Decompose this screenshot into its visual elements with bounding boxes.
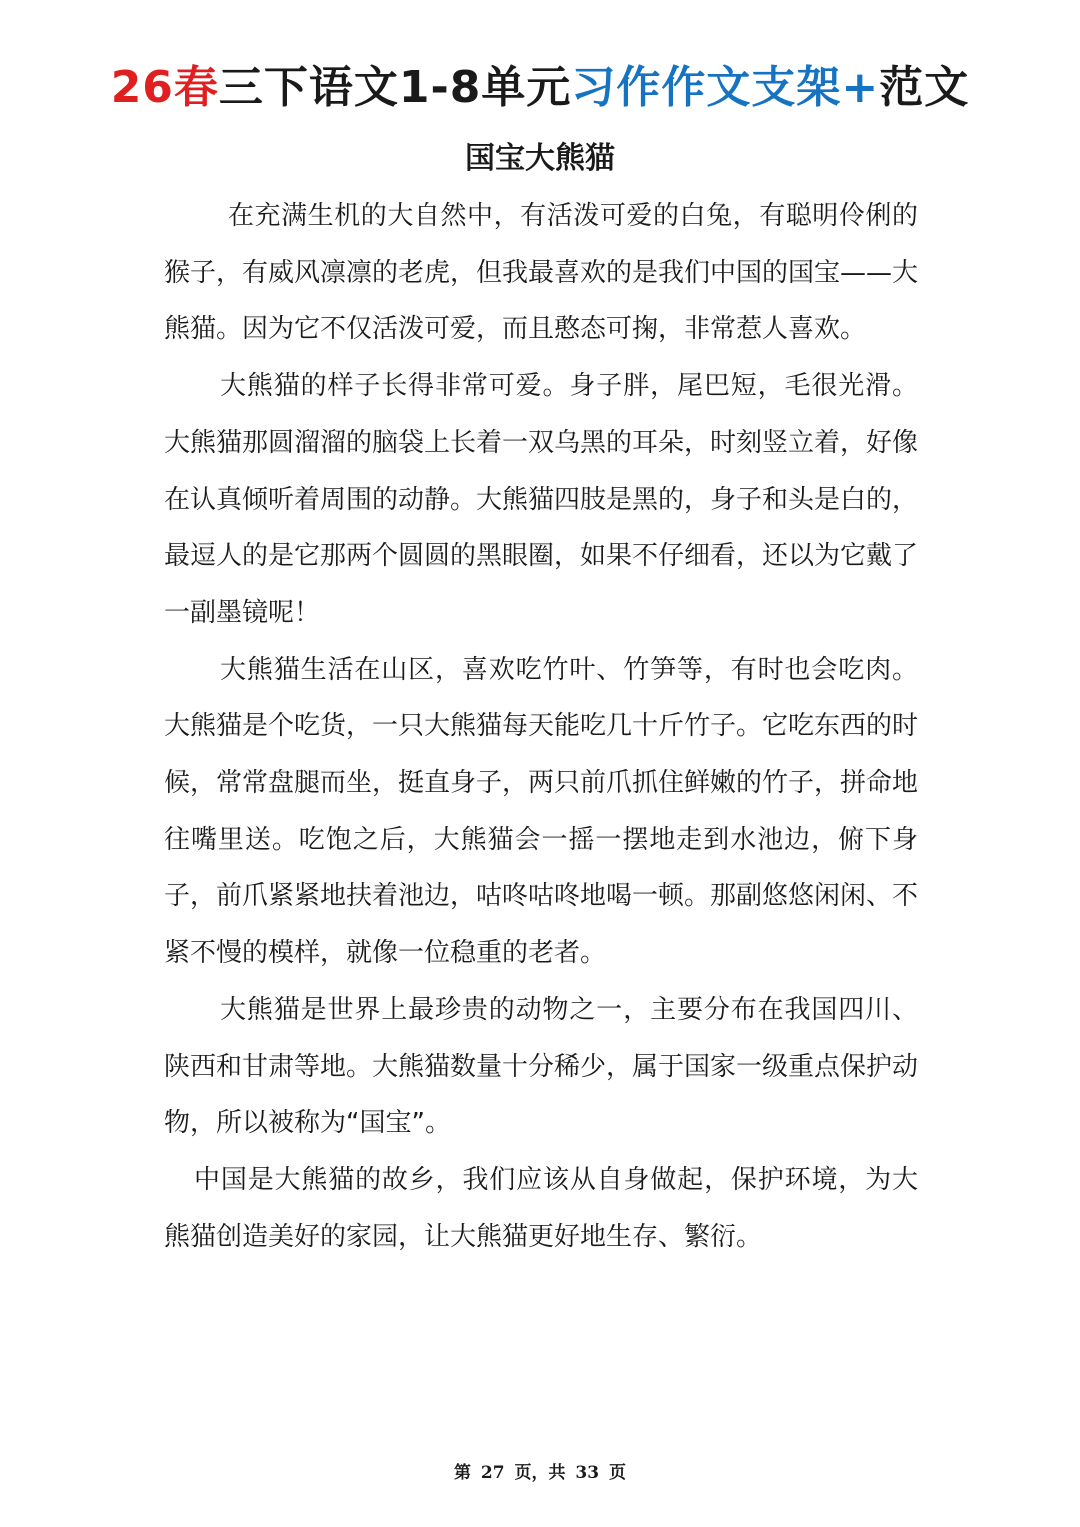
- essay-paragraph: 大熊猫是世界上最珍贵的动物之一，主要分布在我国四川、陕西和甘肃等地。大熊猫数量十分稀少，属于国家一级重点保护动物，所以被称为“国宝”。: [164, 994, 919, 1139]
- banner-scaffold: 习作作文支架+: [571, 62, 880, 113]
- essay-paragraph: 中国是大熊猫的故乡，我们应该从自身做起，保护环境，为大熊猫创造美好的家园，让大熊猫更好地生存、繁衍。: [164, 1164, 918, 1252]
- banner-title: [0, 58, 1080, 118]
- essay-paragraph: 大熊猫生活在山区，喜欢吃竹叶、竹笋等，有时也会吃肉。大熊猫是个吃货，一只大熊猫每天能吃几十斤竹子。它吃东西的时候，常常盘腿而坐，挺直身子，两只前爪抓住鲜嫩的竹子，拼命地往嘴里送。吃饱之后，大熊猫会一摇一摆地走到水池边，俯下身子，前爪紧紧地扶着池边，咕咚咕咚地喝一顿。那副悠悠闲闲、不紧不慢的模样，就像一位稳重的老者。: [164, 654, 919, 969]
- banner-term: 26春: [110, 62, 219, 113]
- banner-grade-unit: 三下语文1-8单元: [218, 62, 572, 113]
- essay-title: 国宝大熊猫: [465, 141, 615, 176]
- essay-body: [164, 188, 918, 1265]
- page-number: 第 27 页，共 33 页: [454, 1463, 626, 1483]
- essay-paragraph: 大熊猫的样子长得非常可爱。身子胖，尾巴短，毛很光滑。大熊猫那圆溜溜的脑袋上长着一双乌黑的耳朵，时刻竖立着，好像在认真倾听着周围的动静。大熊猫四肢是黑的，身子和头是白的，最逗人的是它那两个圆圆的黑眼圈，如果不仔细看，还以为它戴了一副墨镜呢！: [164, 371, 919, 628]
- banner-sample: 范文: [879, 62, 970, 113]
- essay-paragraph: 在充满生机的大自然中，有活泼可爱的白兔，有聪明伶俐的猴子，有威风凛凛的老虎，但我最喜欢的是我们中国的国宝——大熊猫。因为它不仅活泼可爱，而且憨态可掬，非常惹人喜欢。: [164, 201, 919, 345]
